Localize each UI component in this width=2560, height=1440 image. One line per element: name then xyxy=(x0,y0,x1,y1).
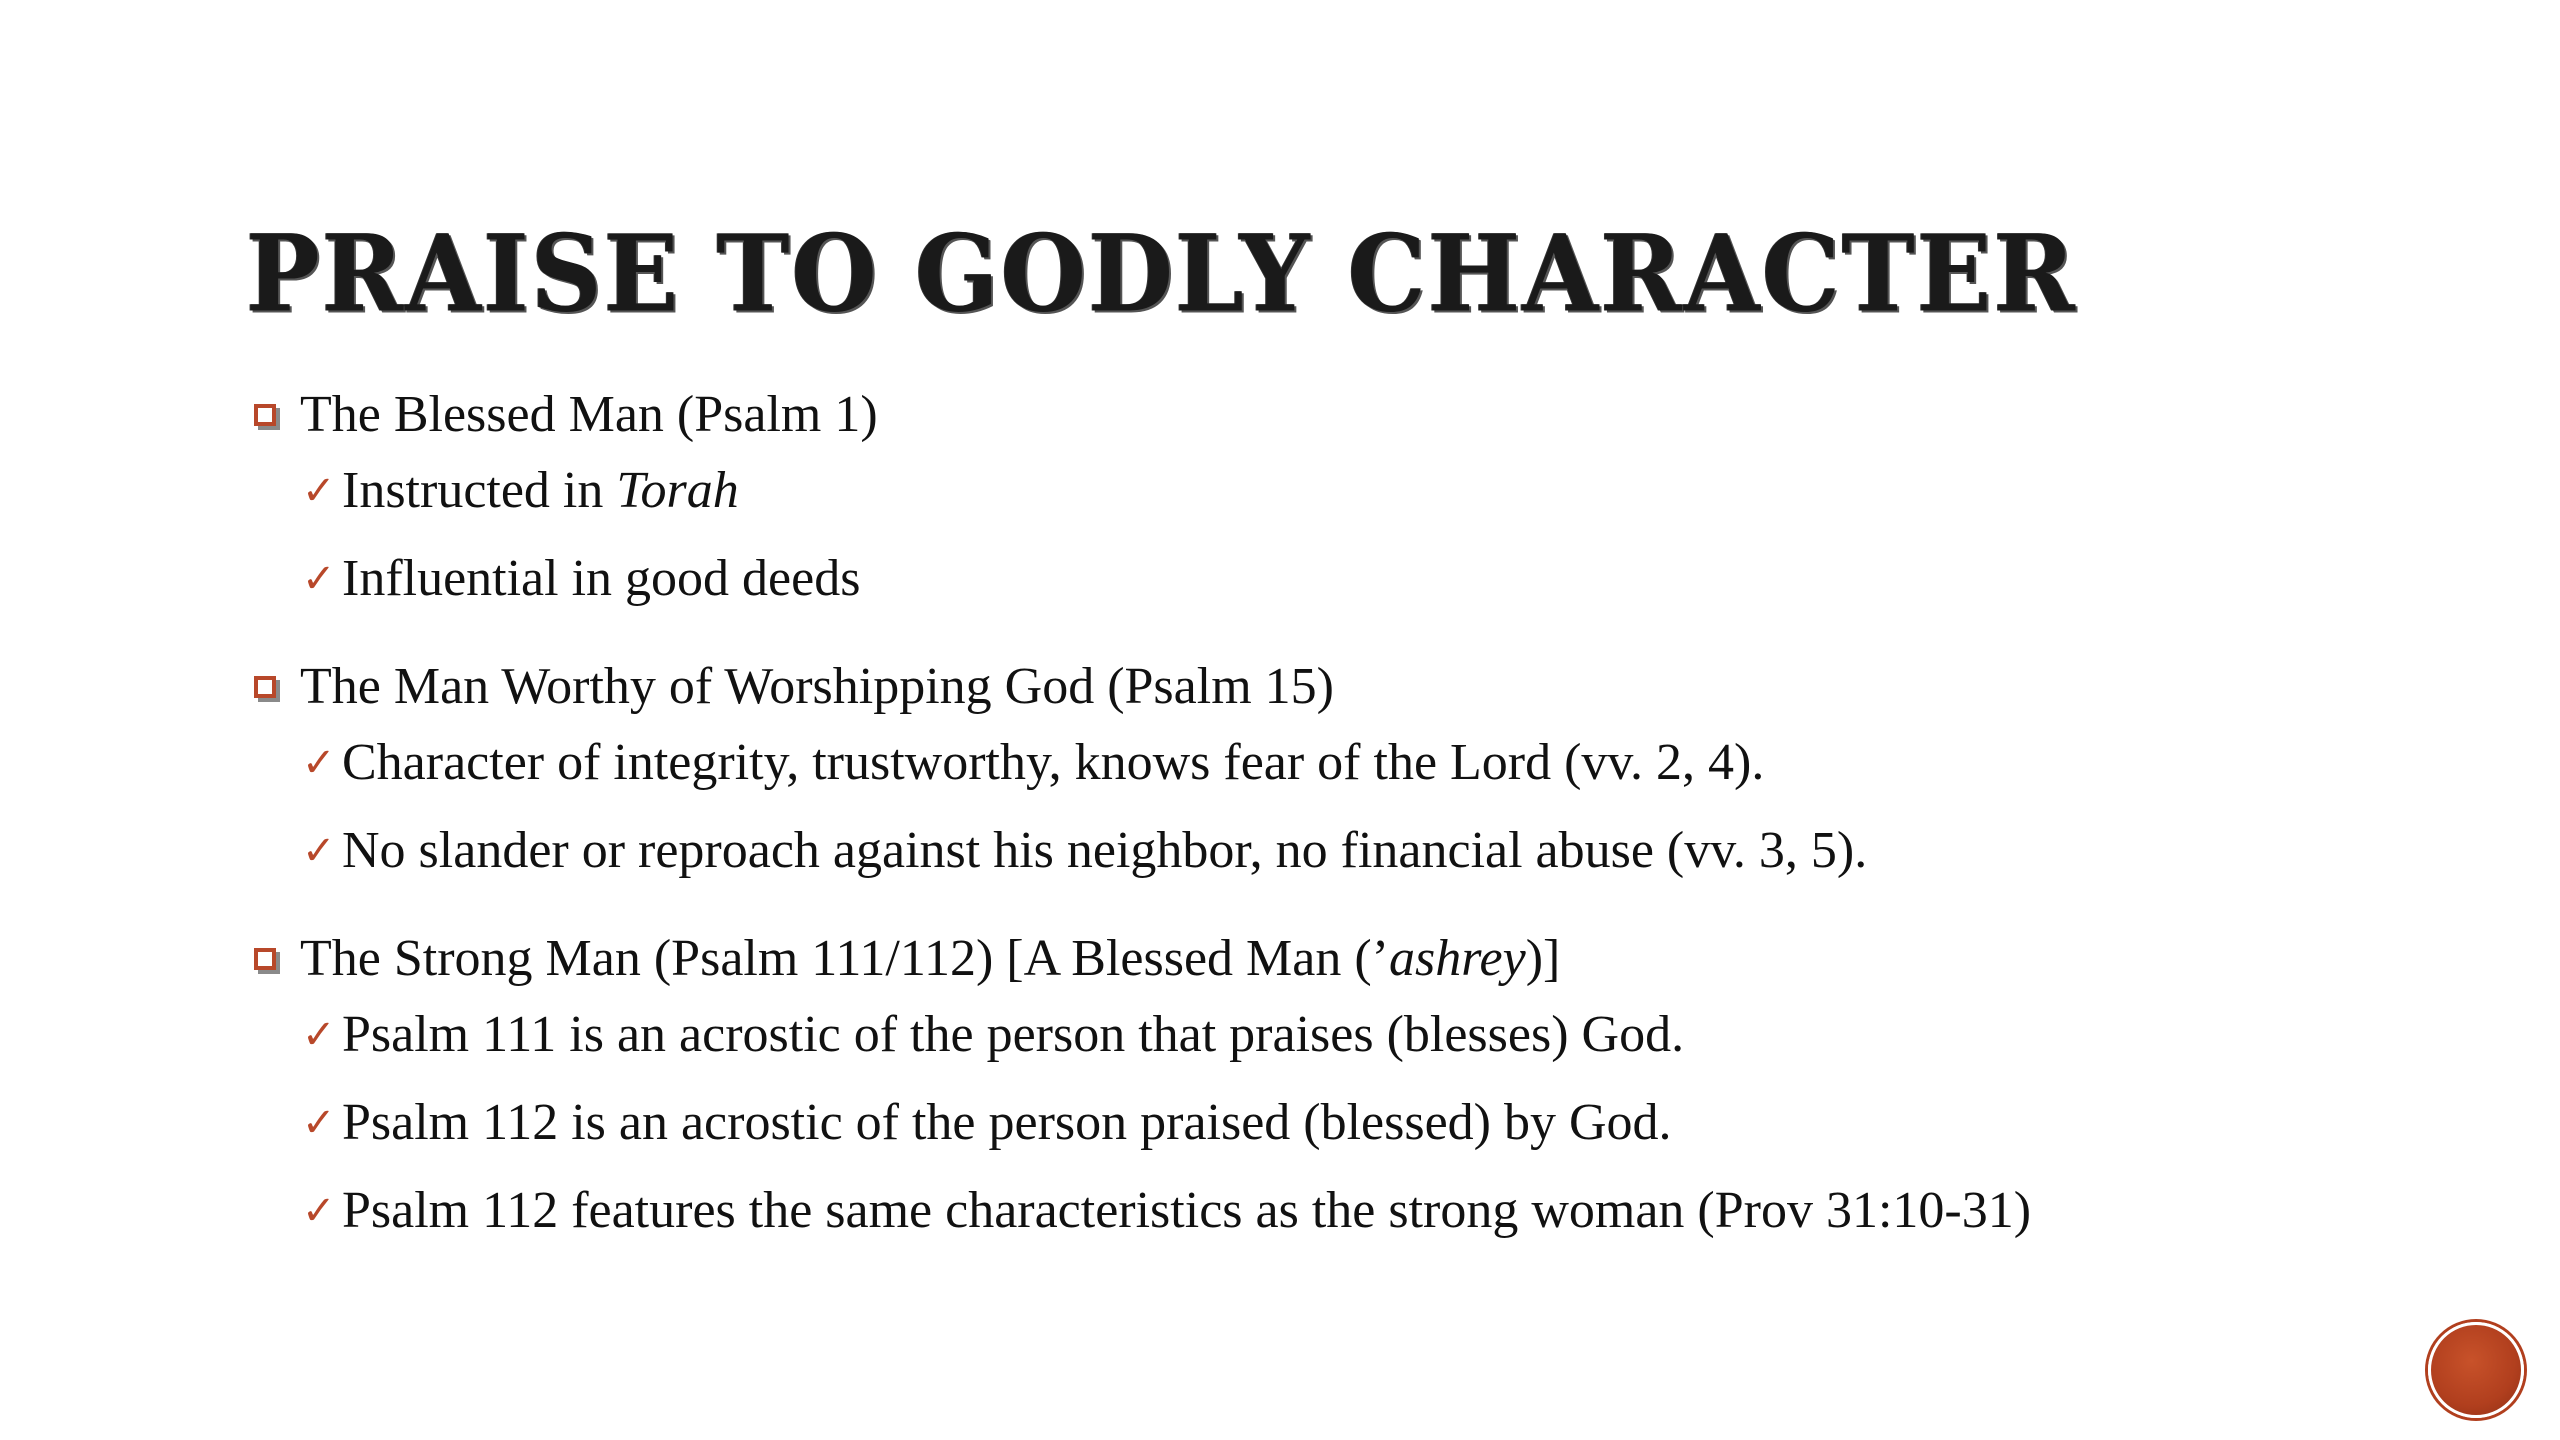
checkmark-icon: ✓ xyxy=(302,740,336,786)
list-item-text: No slander or reproach against his neighbor, no financial abuse (vv. 3, 5). xyxy=(342,822,1868,879)
square-bullet-icon xyxy=(254,676,276,698)
section-heading-text: The Blessed Man (Psalm 1) xyxy=(300,386,878,443)
list-item-text: Psalm 112 features the same characteristics as the strong woman (Prov 31:10-31) xyxy=(342,1182,2032,1239)
slide-content xyxy=(250,380,2350,1246)
checkmark-icon: ✓ xyxy=(302,1188,336,1234)
square-bullet-icon xyxy=(254,404,276,426)
section-heading-italic: ashrey xyxy=(1388,930,1526,987)
section-heading-text: The Man Worthy of Worshipping God (Psalm 15) xyxy=(300,658,1334,715)
section-heading-text: The Strong Man (Psalm 111/112) [A Blessed Man (’ xyxy=(300,930,1389,987)
list-item-text: Psalm 112 is an acrostic of the person praised (blessed) by God. xyxy=(342,1094,1672,1151)
checkmark-icon: ✓ xyxy=(302,1012,336,1058)
list-item-text: Instructed in xyxy=(342,462,617,519)
checkmark-icon: ✓ xyxy=(302,468,336,514)
list-item xyxy=(250,1000,2350,1070)
section-heading-suffix: )] xyxy=(1525,930,1561,987)
list-item xyxy=(250,544,2350,614)
list-item-italic: Torah xyxy=(616,462,739,519)
list-item xyxy=(250,1088,2350,1158)
section-heading-worthy-man xyxy=(250,652,2350,722)
checkmark-icon: ✓ xyxy=(302,556,336,602)
list-item-text: Psalm 111 is an acrostic of the person that praises (blesses) God. xyxy=(342,1006,1685,1063)
section-heading-blessed-man xyxy=(250,380,2350,450)
list-item xyxy=(250,728,2350,798)
list-item xyxy=(250,816,2350,886)
square-bullet-icon xyxy=(254,948,276,970)
section-heading-strong-man xyxy=(250,924,2350,994)
checkmark-icon: ✓ xyxy=(302,1100,336,1146)
slide-title: PRAISE TO GODLY CHARACTER xyxy=(246,212,2077,337)
checkmark-icon: ✓ xyxy=(302,828,336,874)
list-item-text: Character of integrity, trustworthy, knows fear of the Lord (vv. 2, 4). xyxy=(342,734,1765,791)
list-item xyxy=(250,1176,2350,1246)
list-item xyxy=(250,456,2350,526)
slide-number-badge-icon xyxy=(2428,1322,2524,1418)
list-item-text: Influential in good deeds xyxy=(342,550,861,607)
